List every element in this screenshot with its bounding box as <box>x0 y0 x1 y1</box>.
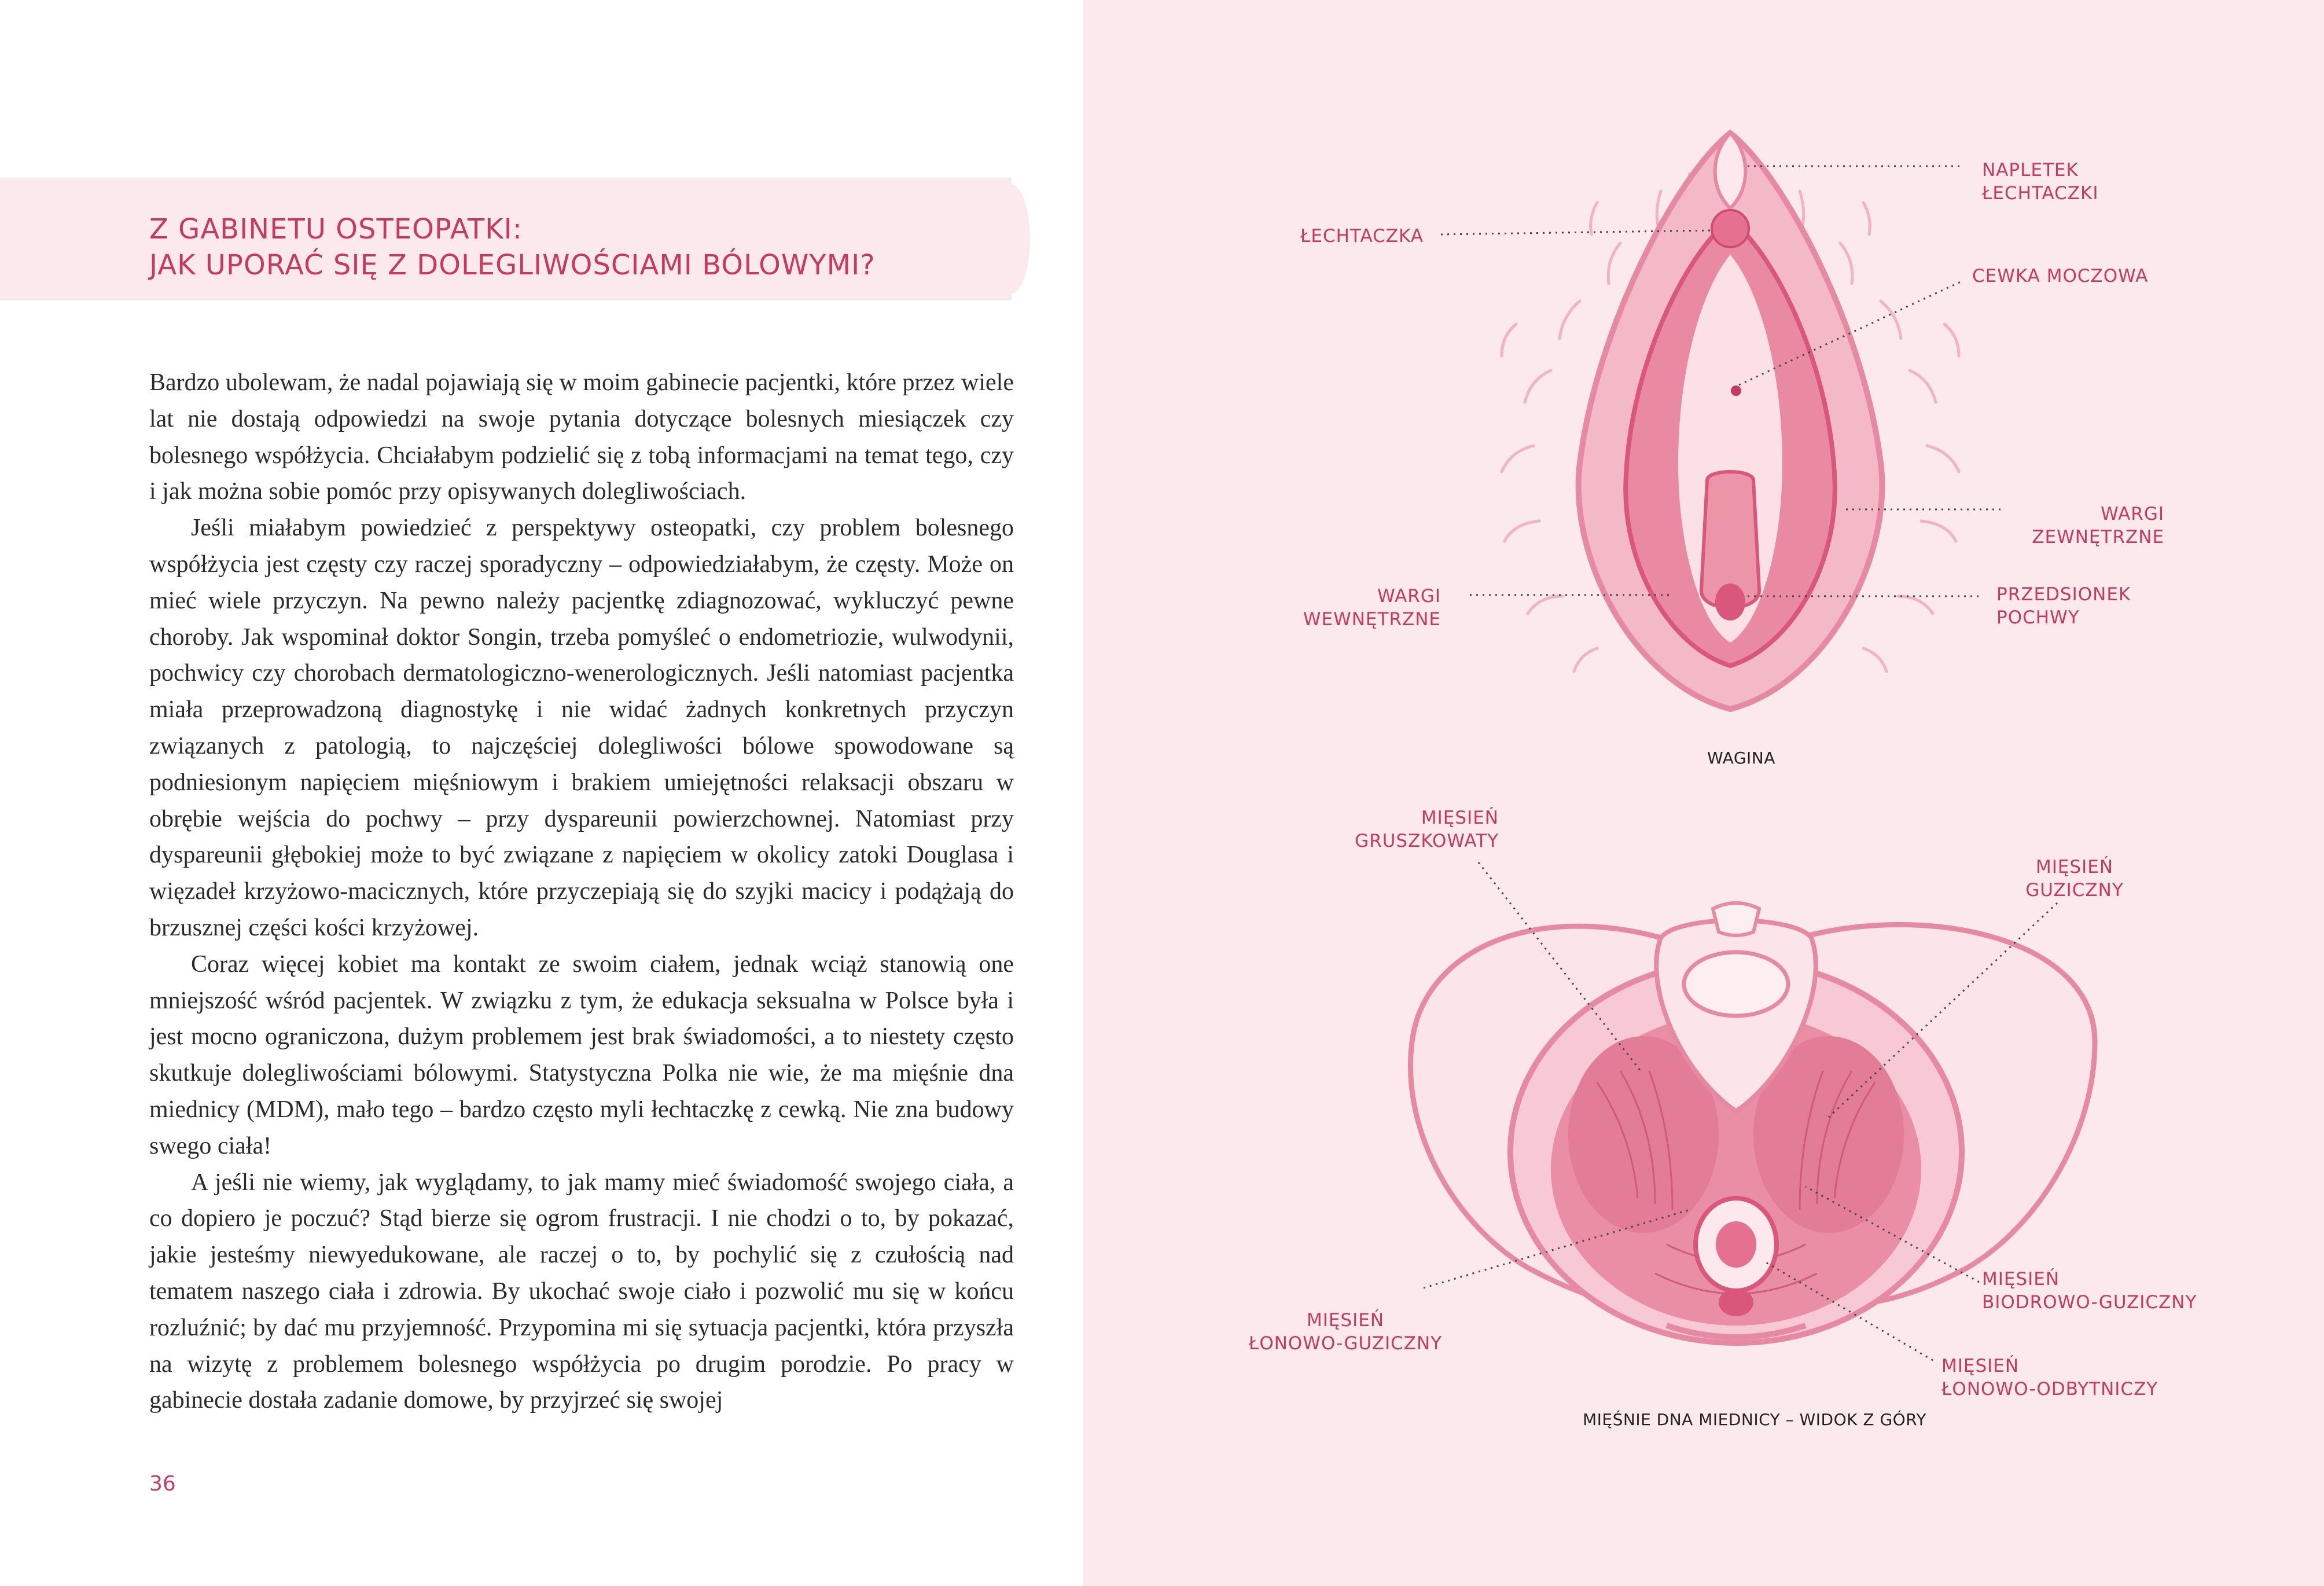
paragraph: A jeśli nie wiemy, jak wyglądamy, to jak mamy mieć świadomość swojego ciała, a co dopiero je poczuć? Stąd bierze się ogrom frustracji. I nie chodzi o to, by pokazać, jakie jesteśmy niewyedukowane, ale raczej o to, by pochylić się z czułością nad tematem naszego ciała i zdrowia. By ukochać swoje ciało i pozwolić mu się w końcu rozluźnić; by dać mu przyjemność. Przypomina mi się sytuacja pacjentki, która przyszła na wizytę z problemem bolesnego współżycia po drugim porodzie. Po pracy w gabinecie dostała zadanie domowe, by przyjrzeć się swojej <box>149 1169 1014 1414</box>
label-gruszkowaty: MIĘSIEŃ GRUSZKOWATY <box>1355 807 1499 851</box>
vulva-illustration <box>1502 133 1959 709</box>
paragraph: Jeśli miałabym powiedzieć z perspektywy osteopatki, czy problem bolesnego współżycia jest częsty czy raczej sporadyczny – odpowiedziałabym, że częsty. Może on mieć wiele przyczyn. Na pewno należy pacjentkę zdiagnozować, wykluczyć pewne choroby. Jak wspominał doktor Songin, trzeba pomyśleć o endometriozie, wulwodynii, pochwicy czy chorobach dermatologiczno-wenerologicznych. Jeśli natomiast pacjentka miała przeprowadzoną diagnostykę i nie widać żadnych konkretnych przyczyn związanych z patologią, to najczęściej dolegliwości bólowe spowodowane są podniesionym napięciem mięśniowym i brakiem umiejętności relaksacji obszaru w obrębie wejścia do pochwy – przy dyspareunii powierzchownej. Natomiast przy dyspareunii głębokiej może to być związane z napięciem w okolicy zatoki Douglasa i więzadeł krzyżowo-macicznych, które przyczepiają się do szyjki macicy i podążają do brzusznej części kości krzyżowej. <box>149 515 1014 941</box>
page-number: 36 <box>149 1472 176 1496</box>
vertebra-top <box>1713 903 1759 935</box>
paragraph: Bardzo ubolewam, że nadal pojawiają się w moim gabinecie pacjentki, które przez wiele lat nie dostają odpowiedzi na swoje pytania dotyczące bolesnych miesiączek czy bolesnego współżycia. Chciałabym podzielić się z tobą informacjami na temat tego, czy i jak można sobie pomóc przy opisywanych dolegliwościach. <box>149 369 1014 505</box>
caption-wagina: WAGINA <box>1707 748 1775 768</box>
clitoris <box>1712 210 1749 247</box>
label-napletek: NAPLETEK ŁECHTACZKI <box>1982 160 2099 204</box>
label-cewka-moczowa: CEWKA MOCZOWA <box>1972 266 2149 287</box>
label-lonowo-guziczny: MIĘSIEŃ ŁONOWO-GUZICZNY <box>1248 1310 1443 1354</box>
vaginal-canal <box>1715 583 1745 621</box>
label-wargi-wewnetrzne: WARGI WEWNĘTRZNE <box>1303 586 1441 630</box>
urethra <box>1731 386 1741 396</box>
paragraph: Coraz więcej kobiet ma kontakt ze swoim ciałem, jednak wciąż stanowią one mniejszość wśród pacjentek. W związku z tym, że edukacja seksualna w Polsce była i jest mocno ograniczona, dużym problemem jest brak świadomości, a to niestety często skutkuje dolegliwościami bólowymi. Statystyczna Polka nie wie, że ma mięśnie dna miednicy (MDM), mało tego – bardzo często myli łechtaczkę z cewką. Nie zna budowy swego ciała! <box>149 950 1014 1159</box>
label-guziczny: MIĘSIEŃ GUZICZNY <box>2025 857 2124 901</box>
opening-center <box>1716 1221 1756 1268</box>
label-przedsionek-pochwy: PRZEDSIONEK POCHWY <box>1996 584 2131 628</box>
caption-miesnie-dna-miednicy: MIĘŚNIE DNA MIEDNICY – WIDOK Z GÓRY <box>1583 1410 1926 1429</box>
label-lechtaczka: ŁECHTACZKA <box>1300 226 1424 247</box>
label-biodrowo-guziczny: MIĘSIEŃ BIODROWO-GUZICZNY <box>1982 1269 2197 1313</box>
heading-line: JAK UPORAĆ SIĘ Z DOLEGLIWOŚCIAMI BÓLOWYMI? <box>149 249 876 281</box>
label-lonowo-odbytniczy: MIĘSIEŃ ŁONOWO-ODBYTNICZY <box>1941 1356 2158 1400</box>
heading-line: Z GABINETU OSTEOPATKI: <box>149 213 523 245</box>
sacral-vertebra <box>1684 952 1788 1016</box>
label-wargi-zewnetrzne: WARGI ZEWNĘTRZNE <box>2032 504 2164 548</box>
anal-opening <box>1719 1288 1753 1316</box>
